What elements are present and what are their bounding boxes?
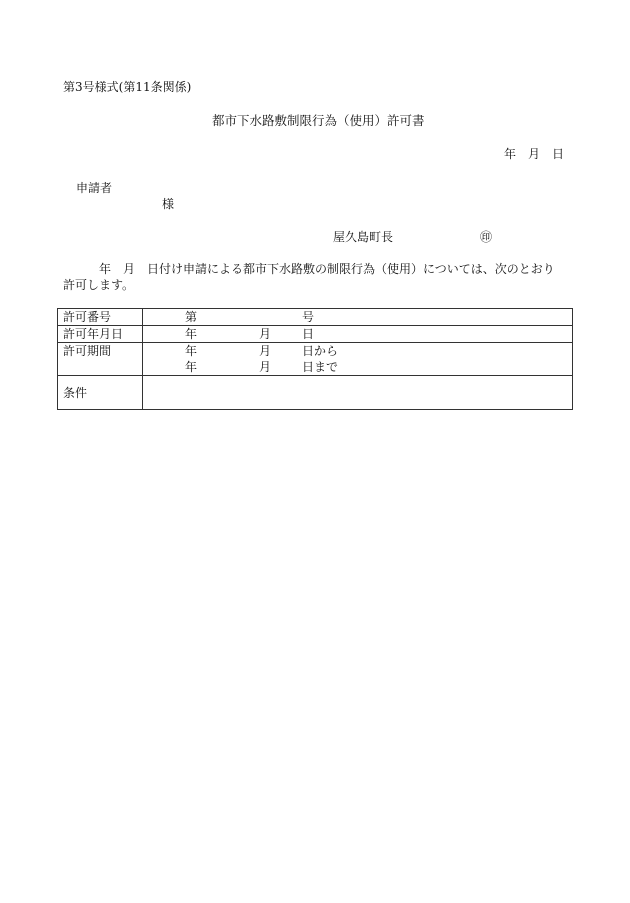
issue-date-line: 年 月 日 bbox=[504, 147, 565, 161]
table-row-conditions bbox=[58, 376, 573, 410]
body-line-2: 許可します。 bbox=[63, 278, 135, 292]
permit-date-year: 年 bbox=[185, 327, 198, 341]
permit-period-end bbox=[148, 359, 572, 375]
form-number-label: 第3号様式(第11条関係) bbox=[63, 80, 192, 94]
permit-number-label: 許可番号 bbox=[58, 309, 143, 326]
permit-period-start bbox=[148, 343, 572, 359]
seal-mark: ㊞ bbox=[480, 230, 493, 244]
permit-date-label: 許可年月日 bbox=[58, 326, 143, 343]
permit-date-day: 日 bbox=[302, 327, 315, 341]
permit-date-value bbox=[143, 326, 573, 343]
period-end-year: 年 bbox=[185, 360, 198, 374]
permit-period-value bbox=[143, 343, 573, 376]
permit-number-suffix: 号 bbox=[302, 310, 315, 324]
period-end-day: 日まで bbox=[302, 360, 339, 374]
permit-date-month: 月 bbox=[259, 327, 272, 341]
permit-number-prefix: 第 bbox=[185, 310, 198, 324]
period-start-month: 月 bbox=[259, 344, 272, 358]
period-end-month: 月 bbox=[259, 360, 272, 374]
table-row-permit-number bbox=[58, 309, 573, 326]
table-row-permit-date bbox=[58, 326, 573, 343]
table-row-permit-period bbox=[58, 343, 573, 376]
applicant-honorific: 様 bbox=[162, 197, 175, 211]
body-text bbox=[63, 261, 573, 293]
period-start-day: 日から bbox=[302, 344, 339, 358]
issuer-name: 屋久島町長 bbox=[333, 230, 394, 244]
permit-number-value bbox=[143, 309, 573, 326]
permit-details-table bbox=[57, 308, 573, 410]
applicant-label: 申請者 bbox=[76, 181, 113, 195]
document-title: 都市下水路敷制限行為（使用）許可書 bbox=[212, 113, 425, 128]
permit-period-label: 許可期間 bbox=[58, 343, 143, 376]
period-start-year: 年 bbox=[185, 344, 198, 358]
body-line-1: 年 月 日付け申請による都市下水路敷の制限行為（使用）については、次のとおり bbox=[99, 262, 555, 276]
conditions-value bbox=[143, 376, 573, 410]
conditions-label: 条件 bbox=[58, 376, 143, 410]
